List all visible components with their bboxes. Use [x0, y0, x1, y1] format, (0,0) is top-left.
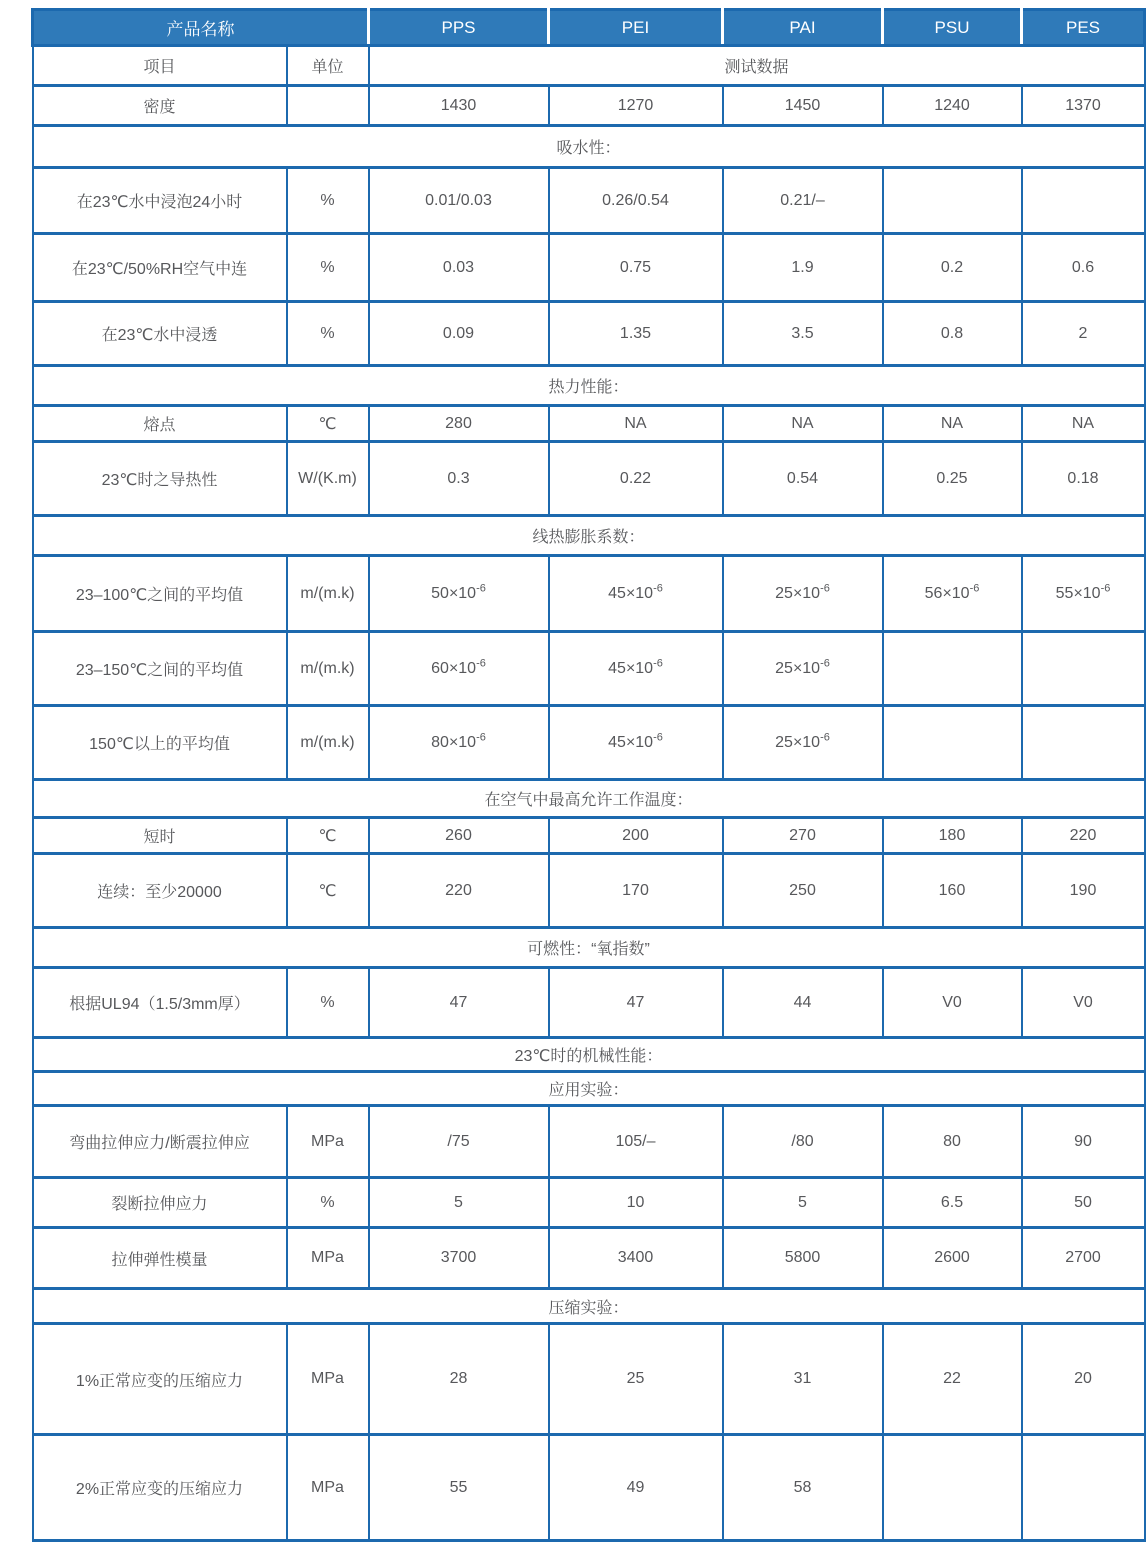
section-label: 在空气中最高允许工作温度：	[33, 780, 1145, 818]
value-cell: 170	[549, 854, 723, 928]
header-row	[33, 10, 1145, 46]
row-label: 密度	[33, 86, 287, 126]
value-cell: 50	[1022, 1178, 1145, 1228]
value-cell: 0.01/0.03	[369, 168, 549, 234]
table-row	[33, 1178, 1145, 1228]
unit-cell: %	[287, 302, 369, 366]
row-label: 23–100℃之间的平均值	[33, 556, 287, 632]
section-row	[33, 516, 1145, 556]
row-label: 23℃时之导热性	[33, 442, 287, 516]
value-cell	[1022, 632, 1145, 706]
value-cell: 0.6	[1022, 234, 1145, 302]
value-cell: 1.35	[549, 302, 723, 366]
header-col-pps: PPS	[369, 10, 549, 46]
value-cell: $45\times 10^{-6}$	[549, 706, 723, 780]
value-cell: NA	[723, 406, 883, 442]
section-label: 线热膨胀系数：	[33, 516, 1145, 556]
value-cell: 1240	[883, 86, 1022, 126]
value-cell	[1022, 706, 1145, 780]
row-label: 根据UL94（1.5/3mm厚）	[33, 968, 287, 1038]
section-label: 应用实验：	[33, 1072, 1145, 1106]
row-label: 熔点	[33, 406, 287, 442]
value-cell: 270	[723, 818, 883, 854]
row-label: 拉伸弹性模量	[33, 1228, 287, 1289]
value-cell: 250	[723, 854, 883, 928]
table-row	[33, 86, 1145, 126]
value-cell: 28	[369, 1324, 549, 1435]
value-cell: $45\times 10^{-6}$	[549, 556, 723, 632]
table-row	[33, 1106, 1145, 1178]
unit-cell: m/(m.k)	[287, 706, 369, 780]
value-cell: 2700	[1022, 1228, 1145, 1289]
unit-cell: ℃	[287, 406, 369, 442]
row-label: 23–150℃之间的平均值	[33, 632, 287, 706]
header-col-pai: PAI	[723, 10, 883, 46]
value-cell	[883, 1435, 1022, 1541]
value-cell: /80	[723, 1106, 883, 1178]
value-cell: 220	[1022, 818, 1145, 854]
value-cell: V0	[1022, 968, 1145, 1038]
row-label: 连续：至少20000	[33, 854, 287, 928]
table-row	[33, 632, 1145, 706]
section-row	[33, 780, 1145, 818]
row-label: 150℃以上的平均值	[33, 706, 287, 780]
row-label: 在23℃水中浸泡24小时	[33, 168, 287, 234]
section-row	[33, 1038, 1145, 1072]
unit-cell: MPa	[287, 1435, 369, 1541]
subheader-item: 项目	[33, 46, 287, 86]
value-cell: 0.21/–	[723, 168, 883, 234]
value-cell: 10	[549, 1178, 723, 1228]
unit-cell: ℃	[287, 818, 369, 854]
unit-cell	[287, 86, 369, 126]
section-label: 23℃时的机械性能：	[33, 1038, 1145, 1072]
header-col-pes: PES	[1022, 10, 1145, 46]
section-row	[33, 928, 1145, 968]
value-cell: 2	[1022, 302, 1145, 366]
unit-cell: m/(m.k)	[287, 556, 369, 632]
table-row	[33, 1228, 1145, 1289]
value-cell: 0.54	[723, 442, 883, 516]
product-spec-table	[31, 8, 1146, 1542]
table-row	[33, 968, 1145, 1038]
value-cell: 180	[883, 818, 1022, 854]
row-label: 弯曲拉伸应力/断震拉伸应	[33, 1106, 287, 1178]
value-cell: 6.5	[883, 1178, 1022, 1228]
value-cell: 22	[883, 1324, 1022, 1435]
table-row	[33, 706, 1145, 780]
value-cell: NA	[883, 406, 1022, 442]
value-cell: $25\times 10^{-6}$	[723, 632, 883, 706]
value-cell	[1022, 168, 1145, 234]
value-cell: 3700	[369, 1228, 549, 1289]
unit-cell: W/(K.m)	[287, 442, 369, 516]
unit-cell: m/(m.k)	[287, 632, 369, 706]
value-cell: 0.3	[369, 442, 549, 516]
value-cell: 0.03	[369, 234, 549, 302]
subheader-unit: 单位	[287, 46, 369, 86]
value-cell	[1022, 1435, 1145, 1541]
section-row	[33, 1072, 1145, 1106]
section-label: 可燃性：“氧指数”	[33, 928, 1145, 968]
table-row	[33, 1324, 1145, 1435]
value-cell: 105/–	[549, 1106, 723, 1178]
row-label: 1%正常应变的压缩应力	[33, 1324, 287, 1435]
unit-cell: %	[287, 168, 369, 234]
unit-cell: %	[287, 1178, 369, 1228]
value-cell: 5800	[723, 1228, 883, 1289]
value-cell: 55	[369, 1435, 549, 1541]
value-cell: 3400	[549, 1228, 723, 1289]
value-cell: 49	[549, 1435, 723, 1541]
value-cell: 25	[549, 1324, 723, 1435]
value-cell: 44	[723, 968, 883, 1038]
section-row	[33, 126, 1145, 168]
value-cell	[883, 632, 1022, 706]
value-cell: $60\times 10^{-6}$	[369, 632, 549, 706]
value-cell: 90	[1022, 1106, 1145, 1178]
row-label: 裂断拉伸应力	[33, 1178, 287, 1228]
section-label: 吸水性：	[33, 126, 1145, 168]
value-cell: V0	[883, 968, 1022, 1038]
value-cell: 260	[369, 818, 549, 854]
table-row	[33, 406, 1145, 442]
value-cell: 160	[883, 854, 1022, 928]
value-cell: 1450	[723, 86, 883, 126]
value-cell: 190	[1022, 854, 1145, 928]
value-cell: 1270	[549, 86, 723, 126]
value-cell: $50\times 10^{-6}$	[369, 556, 549, 632]
value-cell: 5	[369, 1178, 549, 1228]
value-cell: 200	[549, 818, 723, 854]
value-cell: 3.5	[723, 302, 883, 366]
value-cell: 0.75	[549, 234, 723, 302]
value-cell	[883, 168, 1022, 234]
value-cell: $80\times 10^{-6}$	[369, 706, 549, 780]
subheader-test-data: 测试数据	[369, 46, 1145, 86]
value-cell: $55\times 10^{-6}$	[1022, 556, 1145, 632]
value-cell: 5	[723, 1178, 883, 1228]
table-row	[33, 818, 1145, 854]
row-label: 2%正常应变的压缩应力	[33, 1435, 287, 1541]
unit-cell: MPa	[287, 1106, 369, 1178]
value-cell: 31	[723, 1324, 883, 1435]
value-cell: 0.22	[549, 442, 723, 516]
value-cell: 58	[723, 1435, 883, 1541]
value-cell: 0.8	[883, 302, 1022, 366]
value-cell: 47	[549, 968, 723, 1038]
value-cell: 20	[1022, 1324, 1145, 1435]
value-cell: 280	[369, 406, 549, 442]
table-row	[33, 302, 1145, 366]
value-cell: 47	[369, 968, 549, 1038]
unit-cell: %	[287, 234, 369, 302]
value-cell: 1.9	[723, 234, 883, 302]
table-row	[33, 234, 1145, 302]
value-cell: 220	[369, 854, 549, 928]
section-label: 压缩实验：	[33, 1289, 1145, 1324]
value-cell: 0.25	[883, 442, 1022, 516]
section-row	[33, 1289, 1145, 1324]
value-cell: 1370	[1022, 86, 1145, 126]
table-row	[33, 1435, 1145, 1541]
section-row	[33, 366, 1145, 406]
value-cell: 0.2	[883, 234, 1022, 302]
value-cell: NA	[1022, 406, 1145, 442]
section-label: 热力性能：	[33, 366, 1145, 406]
table-row	[33, 854, 1145, 928]
value-cell: $25\times 10^{-6}$	[723, 556, 883, 632]
value-cell: 2600	[883, 1228, 1022, 1289]
value-cell: 0.09	[369, 302, 549, 366]
header-col-pei: PEI	[549, 10, 723, 46]
header-product-name: 产品名称	[33, 10, 369, 46]
table-row	[33, 442, 1145, 516]
unit-cell: MPa	[287, 1324, 369, 1435]
row-label: 短时	[33, 818, 287, 854]
value-cell: $45\times 10^{-6}$	[549, 632, 723, 706]
value-cell: 0.26/0.54	[549, 168, 723, 234]
table-row	[33, 168, 1145, 234]
unit-cell: ℃	[287, 854, 369, 928]
unit-cell: %	[287, 968, 369, 1038]
value-cell	[883, 706, 1022, 780]
value-cell: 0.18	[1022, 442, 1145, 516]
value-cell: /75	[369, 1106, 549, 1178]
value-cell: $56\times 10^{-6}$	[883, 556, 1022, 632]
value-cell: $25\times 10^{-6}$	[723, 706, 883, 780]
value-cell: 80	[883, 1106, 1022, 1178]
row-label: 在23℃水中浸透	[33, 302, 287, 366]
table-body	[33, 86, 1145, 1541]
header-col-psu: PSU	[883, 10, 1022, 46]
value-cell: 1430	[369, 86, 549, 126]
row-label: 在23℃/50%RH空气中连	[33, 234, 287, 302]
value-cell: NA	[549, 406, 723, 442]
subheader-row	[33, 46, 1145, 86]
table-row	[33, 556, 1145, 632]
unit-cell: MPa	[287, 1228, 369, 1289]
